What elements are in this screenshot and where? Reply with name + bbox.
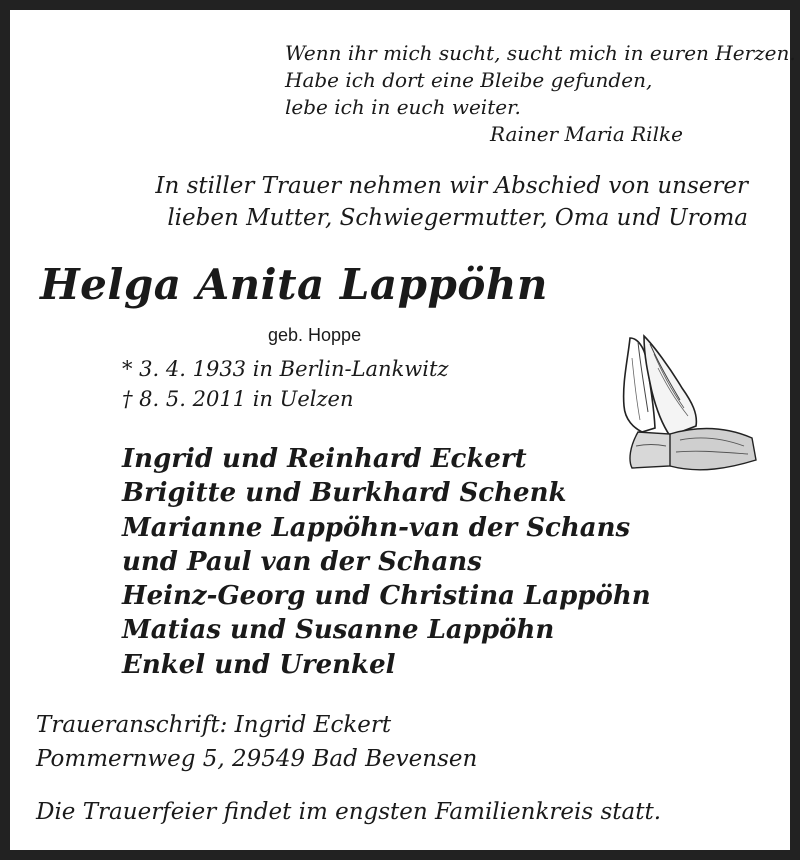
quote-line: Wenn ihr mich sucht, sucht mich in euren Herzen. [285, 41, 796, 65]
intro-text [148, 170, 748, 234]
quote-line: Habe ich dort eine Bleibe gefunden, [285, 68, 653, 92]
mourner-line: Matias und Susanne Lappöhn [122, 615, 555, 646]
deceased-name: Helga Anita Lappöhn [40, 260, 548, 309]
life-dates [122, 354, 449, 414]
mourner-line: Heinz-Georg und Christina Lappöhn [122, 581, 651, 612]
intro-line: lieben Mutter, Schwiegermutter, Oma und Uroma [167, 205, 748, 231]
birth-date: * 3. 4. 1933 in Berlin-Lankwitz [122, 357, 449, 381]
mourner-line: Marianne Lappöhn-van der Schans [122, 512, 631, 543]
quote-author: Rainer Maria Rilke [490, 122, 683, 146]
address-line: Traueranschrift: Ingrid Eckert [36, 712, 392, 738]
funeral-note: Die Trauerfeier findet im engsten Familienkreis statt. [36, 799, 662, 825]
maiden-name: geb. Hoppe [268, 325, 362, 345]
death-date: † 8. 5. 2011 in Uelzen [122, 387, 354, 411]
quote-line: lebe ich in euch weiter. [285, 95, 521, 119]
mourner-line: Brigitte und Burkhard Schenk [122, 478, 567, 509]
mourner-line: Enkel und Urenkel [122, 649, 396, 680]
intro-line: In stiller Trauer nehmen wir Abschied von unserer [155, 173, 748, 199]
mourner-line: Ingrid und Reinhard Eckert [122, 444, 527, 474]
mourning-address [36, 708, 477, 776]
mourner-line: und Paul van der Schans [122, 546, 482, 577]
address-line: Pommernweg 5, 29549 Bad Bevensen [36, 746, 478, 772]
rilke-quote [285, 40, 796, 148]
mourners-list [122, 442, 651, 682]
